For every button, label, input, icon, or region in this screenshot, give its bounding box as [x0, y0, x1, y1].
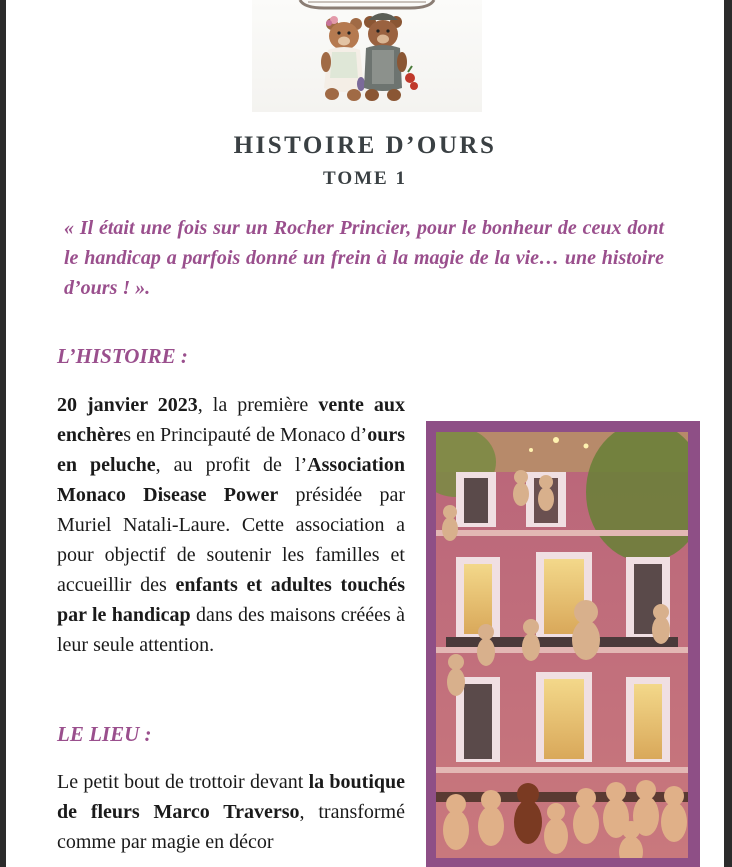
intro-quote: « Il était une fois sur un Rocher Princier, pour le bonheur de ceux dont le handicap a parfois donné un frein à la magie de la vie… une histoire d’ours ! ».: [64, 217, 664, 299]
document-page: [6, 0, 724, 867]
document-subtitle: TOME 1: [323, 168, 407, 189]
bold-run-teddy-bears: ours en peluche: [57, 424, 405, 476]
text-run: présidée par Muriel Natali-Laure. Cette association a pour objectif de soutenir les familles et accueillir des: [57, 484, 405, 596]
section-heading-lieu: LE LIEU :: [57, 722, 152, 746]
text-run: Le petit bout de trottoir devant: [57, 771, 309, 793]
building-teddy-bears-photo: [436, 432, 688, 858]
bold-run-association: Association Monaco Disease Power: [57, 454, 405, 506]
text-run: s en Principauté de Monaco d’: [123, 424, 368, 446]
paragraph-lieu: [57, 767, 405, 857]
photo-frame: [426, 421, 700, 867]
text-run: , au profit de l’: [155, 454, 308, 476]
paragraph-histoire: [57, 390, 405, 660]
bold-run-handicap: enfants et adultes touchés par le handicap: [57, 574, 405, 626]
bold-run-flower-shop: la boutique de fleurs Marco Traverso: [57, 771, 405, 823]
teddy-bears-logo: [252, 0, 482, 112]
teddy-bears-logo-illustration: [252, 0, 482, 112]
text-run: , transformé comme par magie en décor: [57, 801, 405, 853]
bold-run-auction: vente aux enchère: [57, 394, 405, 446]
section-heading-histoire: L’HISTOIRE :: [57, 344, 188, 368]
text-run: dans des maisons créées à leur seule attention.: [57, 604, 405, 656]
text-run: , la première: [197, 394, 319, 416]
document-title: HISTOIRE D’OURS: [233, 132, 497, 159]
event-date: 20 janvier 2023: [57, 394, 198, 416]
